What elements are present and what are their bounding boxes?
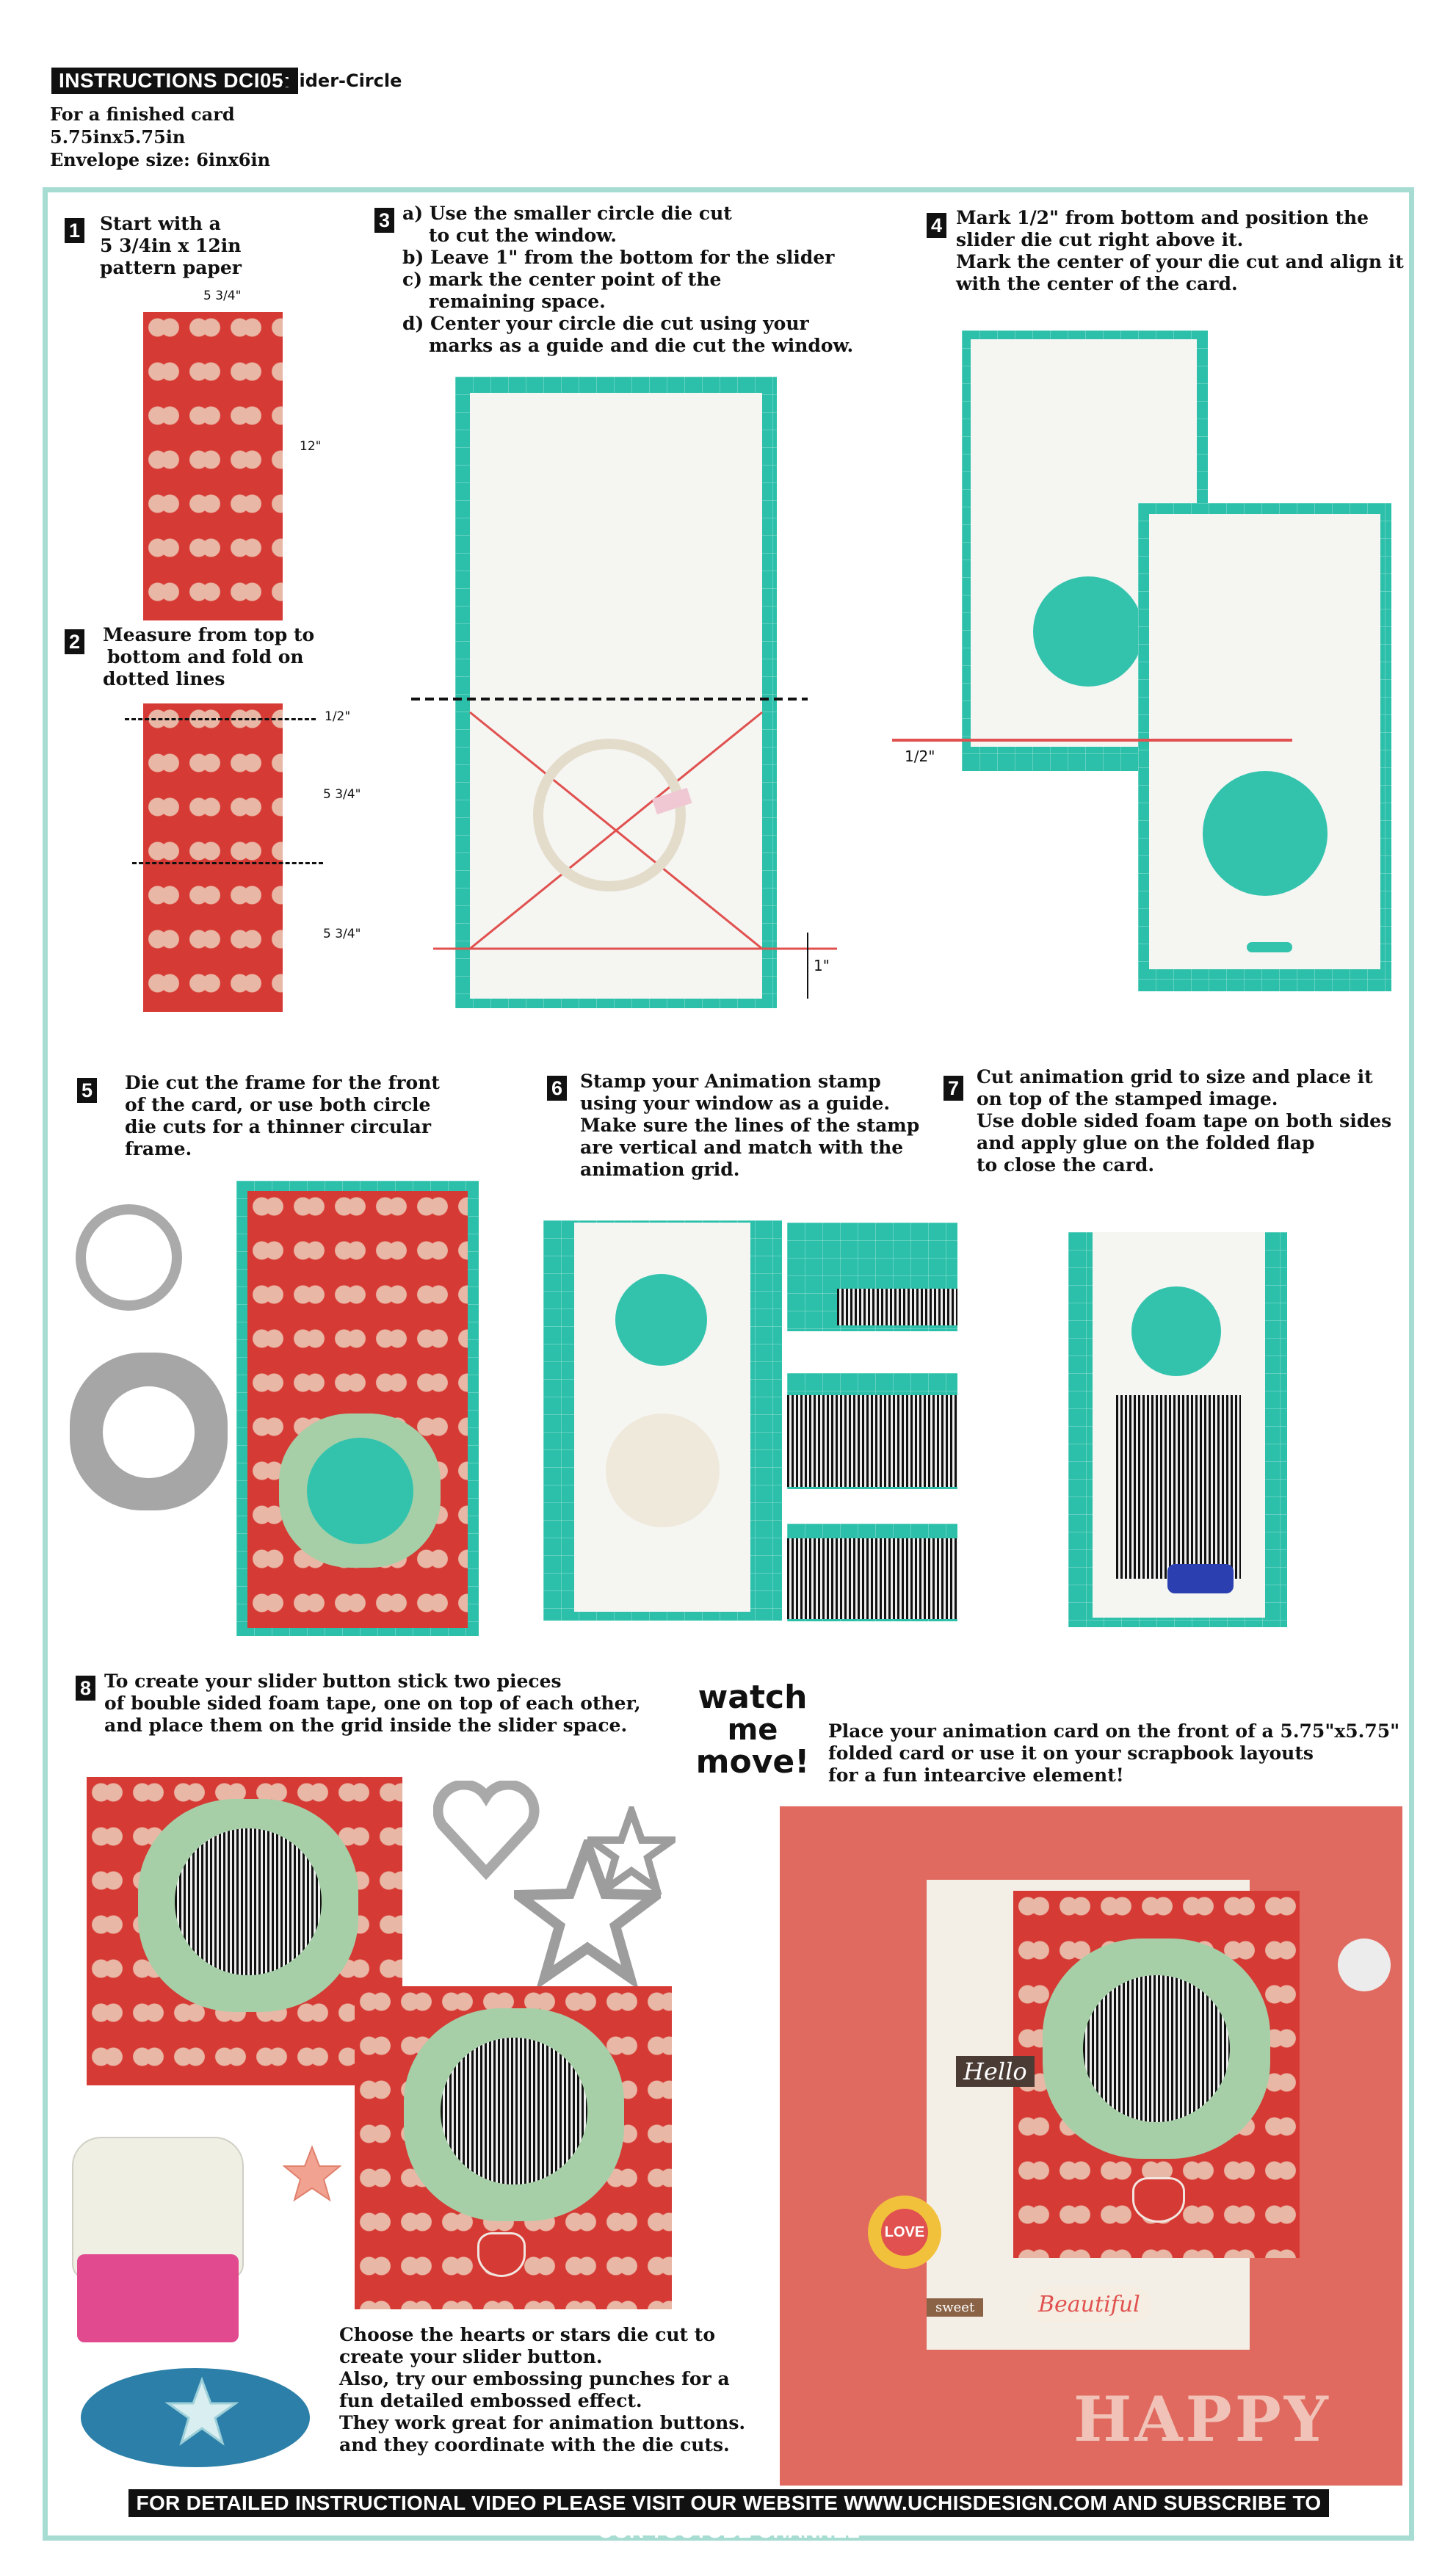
watch-word: watch xyxy=(698,1679,808,1716)
step-6-stamped-circle xyxy=(606,1414,720,1527)
step-4-red-line xyxy=(892,739,1292,742)
step-6-number: 6 xyxy=(547,1076,567,1101)
placement-text xyxy=(828,1720,1399,1787)
beautiful-label: Beautiful xyxy=(1028,2287,1151,2322)
step-7-line: Cut animation grid to size and place it xyxy=(977,1066,1373,1087)
step-1-line: Start with a xyxy=(100,213,221,234)
step-3-number: 3 xyxy=(374,208,394,233)
step-8-line: To create your slider button stick two pieces xyxy=(104,1670,562,1692)
step-1-number: 1 xyxy=(65,218,84,243)
pattern-paper-strip xyxy=(143,312,283,620)
step-2-label-c: 5 3/4" xyxy=(323,927,361,941)
step-2-label-b: 5 3/4" xyxy=(323,787,361,802)
step-4-line: Mark 1/2" from bottom and position the xyxy=(956,207,1369,228)
step-8-line: and place them on the grid inside the slider space. xyxy=(104,1715,628,1736)
stamp-grid-2 xyxy=(787,1395,957,1487)
step-2-number: 2 xyxy=(65,629,84,654)
foam-tape-roll xyxy=(1167,1564,1234,1593)
circle-frame-die xyxy=(76,1204,182,1311)
heart-slider-button xyxy=(477,2232,526,2277)
step-5-line: die cuts for a thinner circular xyxy=(125,1116,432,1137)
step-4-circle-window-front xyxy=(1203,771,1328,896)
fold-line-top xyxy=(125,718,316,720)
button-tip-line: Also, try our embossing punches for a xyxy=(339,2368,730,2389)
layout-card-grid-window xyxy=(1083,1975,1230,2122)
step-6-line: using your window as a guide. xyxy=(580,1093,891,1114)
watch-me-move-logo xyxy=(683,1679,822,1781)
step-7-line: and apply glue on the folded flap xyxy=(977,1132,1315,1154)
step-7-text xyxy=(977,1066,1391,1176)
step-7-window xyxy=(1131,1286,1221,1376)
step-6-line: Stamp your Animation stamp xyxy=(580,1071,881,1092)
step-3-text xyxy=(402,203,853,357)
step-4-line: slider die cut right above it. xyxy=(956,229,1244,250)
step-5-line: of the card, or use both circle xyxy=(125,1094,431,1115)
button-tip-line: create your slider button. xyxy=(339,2346,603,2367)
step-2-line: bottom and fold on xyxy=(107,646,304,667)
step-1-height-label: 12" xyxy=(300,439,322,454)
step-2-text xyxy=(103,624,314,690)
instructions-badge: INSTRUCTIONS DCI05: xyxy=(51,68,298,94)
hello-label: Hello xyxy=(956,2056,1035,2087)
step-4-circle-window-back xyxy=(1033,576,1143,687)
step-4-text xyxy=(956,207,1404,295)
fold-line-middle xyxy=(132,862,323,864)
step-1-line: pattern paper xyxy=(100,257,242,278)
move-word: move! xyxy=(695,1743,810,1781)
step-4-measure-label: 1/2" xyxy=(905,748,935,765)
circle-die xyxy=(538,744,681,886)
slider-slot xyxy=(1247,942,1292,952)
footer-banner: FOR DETAILED INSTRUCTIONAL VIDEO PLEASE VISIT OUR WEBSITE WWW.UCHISDESIGN.COM AND SUBSCRIBE TO OUR YOUTUBE CHANNEL xyxy=(128,2489,1329,2517)
step-7-line: on top of the stamped image. xyxy=(977,1088,1278,1110)
step-7-animation-grid xyxy=(1116,1395,1241,1579)
scrapbook-layout-photo xyxy=(780,1806,1402,2486)
step-1-text xyxy=(100,213,242,279)
step-4-line: with the center of the card. xyxy=(956,273,1238,294)
layout-heart-button xyxy=(1132,2177,1185,2223)
button-tip-line: and they coordinate with the die cuts. xyxy=(339,2434,730,2455)
step-3-line: marks as a guide and die cut the window. xyxy=(429,335,854,356)
folded-paper-strip xyxy=(143,703,283,1012)
example-2-grid-window xyxy=(441,2038,587,2184)
step-2-line: Measure from top to xyxy=(103,624,315,645)
placement-line: folded card or use it on your scrapbook layouts xyxy=(828,1742,1314,1764)
step-4-card-front xyxy=(1149,514,1380,969)
placement-line: for a fun intearcive element! xyxy=(828,1764,1124,1786)
pink-star-punch-sample xyxy=(283,2144,341,2203)
step-3-line: to cut the window. xyxy=(429,225,617,246)
step-1-width-label: 5 3/4" xyxy=(203,289,242,303)
step-7-number: 7 xyxy=(943,1076,963,1101)
step-8-number: 8 xyxy=(76,1676,95,1701)
step-3-line: a) Use the smaller circle die cut xyxy=(402,203,732,224)
button-tip-line: fun detailed embossed effect. xyxy=(339,2390,642,2411)
love-badge-inner: LOVE xyxy=(881,2209,928,2256)
button-tip-line: They work great for animation buttons. xyxy=(339,2412,746,2433)
step-7-line: to close the card. xyxy=(977,1154,1155,1176)
step-4-line: Mark the center of your die cut and align it xyxy=(956,251,1404,272)
stamp-grid-1 xyxy=(837,1289,957,1325)
button-tip-text xyxy=(339,2324,745,2456)
step-3-line: d) Center your circle die cut using your xyxy=(402,313,809,334)
happy-text: HAPPY xyxy=(1073,2383,1331,2455)
step-7-line: Use doble sided foam tape on both sides xyxy=(977,1110,1392,1132)
step-5-line: frame. xyxy=(125,1138,192,1159)
me-word: me xyxy=(727,1713,778,1747)
step-4-number: 4 xyxy=(927,213,946,238)
step-6-window xyxy=(615,1274,707,1366)
example-1-grid-window xyxy=(175,1828,322,1975)
star-die-cut-small xyxy=(587,1806,676,1894)
meta-line-1: For a finished card xyxy=(50,104,235,125)
meta-line-2: 5.75inx5.75in xyxy=(50,126,186,148)
step-8-text xyxy=(104,1670,641,1737)
step-6-line: are vertical and match with the xyxy=(580,1137,904,1158)
step-5-line: Die cut the frame for the front xyxy=(125,1072,440,1093)
finished-size-info xyxy=(50,103,270,171)
star-embossed-icon xyxy=(165,2375,239,2449)
placement-line: Place your animation card on the front of a 5.75"x5.75" xyxy=(828,1720,1400,1742)
meta-line-3: Envelope size: 6inx6in xyxy=(50,149,271,170)
step-1-line: 5 3/4in x 12in xyxy=(100,235,242,256)
step-3-line: b) Leave 1" from the bottom for the slider xyxy=(402,247,835,268)
step-6-text xyxy=(580,1071,919,1181)
sweet-label: sweet xyxy=(927,2298,983,2317)
step-6-line: Make sure the lines of the stamp xyxy=(580,1115,920,1136)
step-3-line: remaining space. xyxy=(429,291,606,312)
step-3-measure-label: 1" xyxy=(814,957,830,974)
step-5-text xyxy=(125,1072,440,1160)
step-3-line: c) mark the center point of the xyxy=(402,269,722,290)
embossing-punch-base xyxy=(77,2254,239,2342)
step-2-line: dotted lines xyxy=(103,668,225,689)
step-8-line: of bouble sided foam tape, one on top of each other, xyxy=(104,1693,641,1714)
step-5-window xyxy=(307,1438,413,1544)
instructions-subtitle: Slider-Circle xyxy=(280,70,402,91)
stamp-grid-3 xyxy=(787,1538,957,1619)
scallop-frame-hole xyxy=(103,1386,195,1478)
button-tip-line: Choose the hearts or stars die cut to xyxy=(339,2324,715,2345)
star-badge xyxy=(1338,1939,1391,1991)
step-2-label-a: 1/2" xyxy=(325,709,351,724)
step-6-line: animation grid. xyxy=(580,1159,740,1180)
step-5-number: 5 xyxy=(77,1078,97,1103)
step-3-guides xyxy=(411,683,837,999)
